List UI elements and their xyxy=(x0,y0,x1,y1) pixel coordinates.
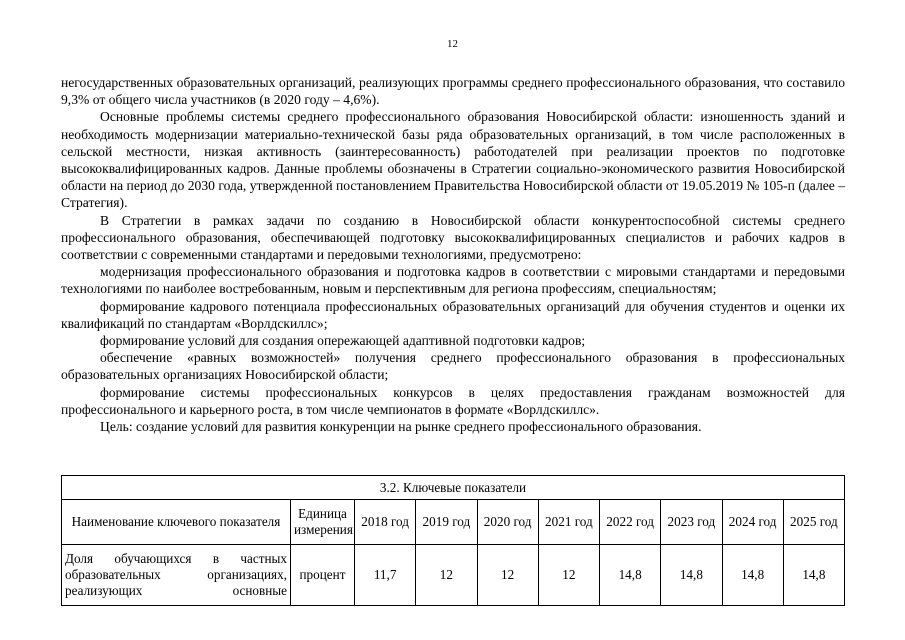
column-header-year: 2024 год xyxy=(722,500,783,545)
list-item: формирование кадрового потенциала профессиональных образовательных организаций для обучения студентов и оценки их квалификаций по стандартам «Ворлдскиллс»; xyxy=(61,298,845,331)
paragraph: Основные проблемы системы среднего профессионального образования Новосибирской области: изношенность зданий и необходимость модернизации материально-технической базы ряда образовательных организаций, в том числе расположенных в сельской местности, низкая активность (заинтересованность) работодателей при реализации проектов по подготовке высококвалифицированных кадров. Данные проблемы обозначены в Стратегии социально-экономического развития Новосибирской области на период до 2030 года, утвержденной постановлением Правительства Новосибирской области от 19.05.2019 № 105-п (далее – Стратегия). xyxy=(61,109,845,211)
column-header-year: 2025 год xyxy=(783,500,844,545)
table-caption: 3.2. Ключевые показатели xyxy=(62,476,845,500)
value-cell: 14,8 xyxy=(661,545,722,606)
list-item: формирование условий для создания опережающей адаптивной подготовки кадров; xyxy=(100,333,586,349)
column-header-name: Наименование ключевого показателя xyxy=(62,500,291,545)
column-header-year: 2022 год xyxy=(600,500,661,545)
column-header-year: 2021 год xyxy=(538,500,599,545)
value-cell: 12 xyxy=(538,545,599,606)
list-item: формирование системы профессиональных конкурсов в целях предоставления гражданам возможностей для профессионального и карьерного роста, в том числе чемпионатов в формате «Ворлдскиллс». xyxy=(61,384,845,417)
column-header-year: 2023 год xyxy=(661,500,722,545)
indicator-name-cell: Доля обучающихся в частных образовательных организациях, реализующих основные xyxy=(62,545,291,606)
paragraph: В Стратегии в рамках задачи по созданию в Новосибирской области конкурентоспособной системы среднего профессионального образования, обеспечивающей подготовку высококвалифицированных специалистов и рабочих кадров в соответствии с современными стандартами и передовыми технологиями, предусмотрено: xyxy=(61,212,845,263)
page-number: 12 xyxy=(447,38,458,50)
column-header-year: 2019 год xyxy=(416,500,477,545)
key-indicators-table xyxy=(61,475,845,606)
list-item: обеспечение «равных возможностей» получения среднего профессионального образования в профессиональных образовательных организациях Новосибирской области; xyxy=(61,350,845,383)
value-cell: 14,8 xyxy=(600,545,661,606)
unit-cell: процент xyxy=(291,545,355,606)
paragraph: негосударственных образовательных организаций, реализующих программы среднего профессионального образования, что составило 9,3% от общего числа участников (в 2020 году – 4,6%). xyxy=(61,75,845,108)
value-cell: 12 xyxy=(477,545,538,606)
table-row xyxy=(62,545,845,606)
value-cell: 14,8 xyxy=(783,545,844,606)
goal-paragraph: Цель: создание условий для развития конкуренции на рынке среднего профессионального образования. xyxy=(100,419,702,435)
value-cell: 14,8 xyxy=(722,545,783,606)
column-header-unit: Единица измерения xyxy=(291,500,355,545)
list-item: модернизация профессионального образования и подготовка кадров в соответствии с мировыми стандартами и передовыми технологиями по наиболее востребованным, новым и перспективным для региона профессиям, специальностям; xyxy=(61,264,845,297)
document-body xyxy=(61,74,845,435)
column-header-year: 2018 год xyxy=(355,500,416,545)
value-cell: 12 xyxy=(416,545,477,606)
table-header-row xyxy=(62,500,845,545)
value-cell: 11,7 xyxy=(355,545,416,606)
column-header-year: 2020 год xyxy=(477,500,538,545)
